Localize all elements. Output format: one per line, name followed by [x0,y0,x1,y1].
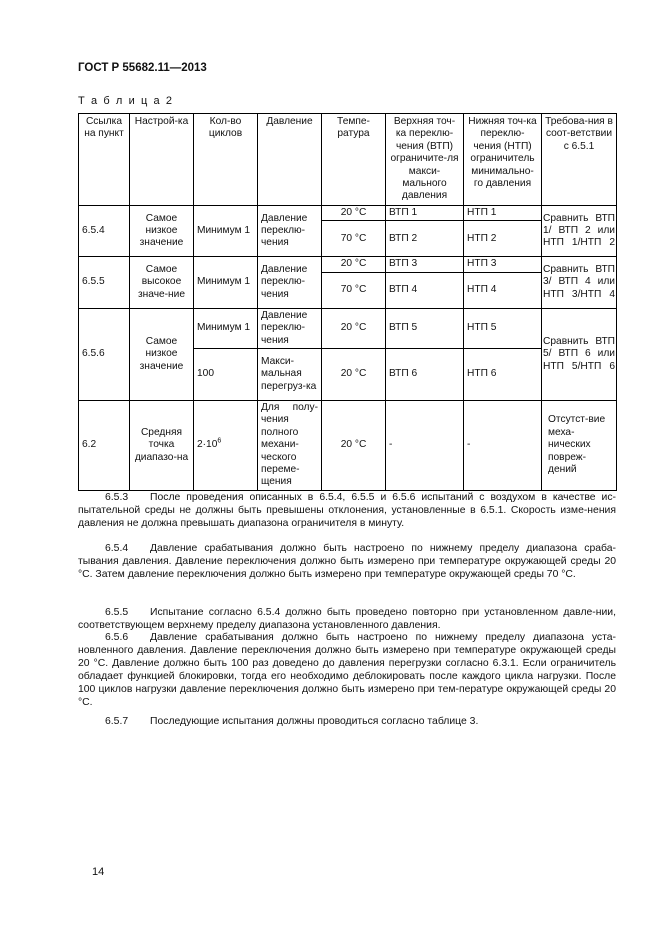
paragraph-6-5-3 [78,492,616,531]
cell-lower-point: НТП 6 [464,349,542,401]
table-row [79,206,617,221]
cell-lower-point: НТП 4 [464,272,542,308]
cell-lower-point: НТП 2 [464,221,542,257]
cell-ref: 6.2 [79,401,130,491]
cell-setting: Самое низкое значение [130,206,194,257]
cell-upper-point: ВТП 4 [386,272,464,308]
column-header: Темпе-ратура [322,114,386,206]
document-code: ГОСТ Р 55682.11—2013 [78,62,207,74]
table-row [79,257,617,272]
cell-temperature: 20 °С [322,349,386,401]
table-row [79,308,617,348]
cell-setting: Самое высокое значе-ние [130,257,194,308]
cell-upper-point: ВТП 2 [386,221,464,257]
cell-ref: 6.5.6 [79,308,130,400]
cell-upper-point: ВТП 6 [386,349,464,401]
cell-requirement: Сравнить ВТП 1/ ВТП 2 или НТП 1/НТП 2 [542,206,617,257]
paragraph-number: 6.5.6 [105,632,129,643]
cell-ref: 6.5.4 [79,206,130,257]
cycles-exponent: 6 [217,437,222,445]
paragraph-6-5-7 [78,716,616,729]
cell-upper-point: - [386,401,464,491]
cell-lower-point: НТП 5 [464,308,542,348]
paragraph-text: Давление срабатывания должно быть настроено по нижнему пределу диапазона сраба-тывания давления. Давление переключения должно быть измерено при температуре окружающей среды 20 °С. Затем давление переключения должно быть измерено при температуре окружающей среды 70 °С. [78,543,616,580]
cell-cycles: Минимум 1 [194,257,258,308]
cell-setting: Самое низкое значение [130,308,194,400]
cell-upper-point: ВТП 3 [386,257,464,272]
cell-cycles [194,401,258,491]
column-header: Ссылка на пункт [79,114,130,206]
cell-pressure: Для полу-чения полного механи-ческого переме-щения [258,401,322,491]
test-requirements-table [78,113,617,491]
cell-pressure: Давление переклю-чения [258,206,322,257]
paragraph-number: 6.5.5 [105,607,129,618]
cell-temperature: 20 °С [322,257,386,272]
cell-requirement: Отсутст-вие меха-нических повреж-дений [542,401,617,491]
column-header: Нижняя точ-ка переклю-чения (НТП) ограничитель минимально-го давления [464,114,542,206]
cell-cycles: 100 [194,349,258,401]
paragraph-text: Испытание согласно 6.5.4 должно быть проведено повторно при установленном давле-нии, соответствующем верхнему пределу диапазона установленного давления. [78,607,616,631]
paragraph-6-5-6 [78,632,616,709]
paragraph-number: 6.5.3 [105,492,129,503]
cell-requirement: Сравнить ВТП 5/ ВТП 6 или НТП 5/НТП 6 [542,308,617,400]
cell-upper-point: ВТП 1 [386,206,464,221]
cell-lower-point: НТП 3 [464,257,542,272]
cell-temperature: 70 °С [322,272,386,308]
column-header: Верхняя точ-ка переклю-чения (ВТП) ограничите-ля макси-мального давления [386,114,464,206]
paragraph-6-5-5 [78,607,616,633]
cell-temperature: 20 °С [322,308,386,348]
cell-setting: Средняя точка диапазо-на [130,401,194,491]
paragraph-text: Давление срабатывания должно быть настроено по нижнему пределу диапазона уста-новленного давления. Давление переключения должно быть измерено при температуре окружающей среды 20 °С. Давление должно быть 100 раз доведено до давления перегрузки согласно 6.3.1. Если ограничитель обладает функцией блокировки, тогда его необходимо деблокировать после каждого цикла нагрузки. После 100 циклов нагрузки давление переключения должно быть измерено при тем-пературе окружающей среды 20 °С. [78,632,616,708]
cell-cycles: Минимум 1 [194,206,258,257]
column-header: Настрой-ка [130,114,194,206]
paragraph-number: 6.5.4 [105,543,129,554]
cell-requirement: Сравнить ВТП 3/ ВТП 4 или НТП 3/НТП 4 [542,257,617,308]
cell-temperature: 20 °С [322,401,386,491]
column-header: Давление [258,114,322,206]
cell-temperature: 20 °С [322,206,386,221]
cell-temperature: 70 °С [322,221,386,257]
table-row [79,401,617,491]
paragraph-6-5-4 [78,543,616,582]
column-header: Кол-во циклов [194,114,258,206]
table-header-row [79,114,617,206]
cell-lower-point: НТП 1 [464,206,542,221]
cell-ref: 6.5.5 [79,257,130,308]
cell-pressure: Макси-мальная перегруз-ка [258,349,322,401]
cycles-base: 2·10 [197,439,218,451]
page-number: 14 [92,866,105,878]
cell-pressure: Давление переклю-чения [258,257,322,308]
cell-cycles: Минимум 1 [194,308,258,348]
table-caption: Т а б л и ц а 2 [78,95,174,107]
cell-lower-point: - [464,401,542,491]
paragraph-text: Последующие испытания должны проводиться согласно таблице 3. [150,716,479,727]
column-header: Требова-ния в соот-ветствии с 6.5.1 [542,114,617,206]
paragraph-number: 6.5.7 [105,716,129,727]
paragraph-text: После проведения описанных в 6.5.4, 6.5.5 и 6.5.6 испытаний с воздухом в качестве ис-пытательной среды не должны быть превышены отклонения, установленные в 6.5.1. Скорость изме-нения давления не должна превышать диапазона ограничителя в минуту. [78,492,616,529]
cell-pressure: Давление переклю-чения [258,308,322,348]
cell-upper-point: ВТП 5 [386,308,464,348]
